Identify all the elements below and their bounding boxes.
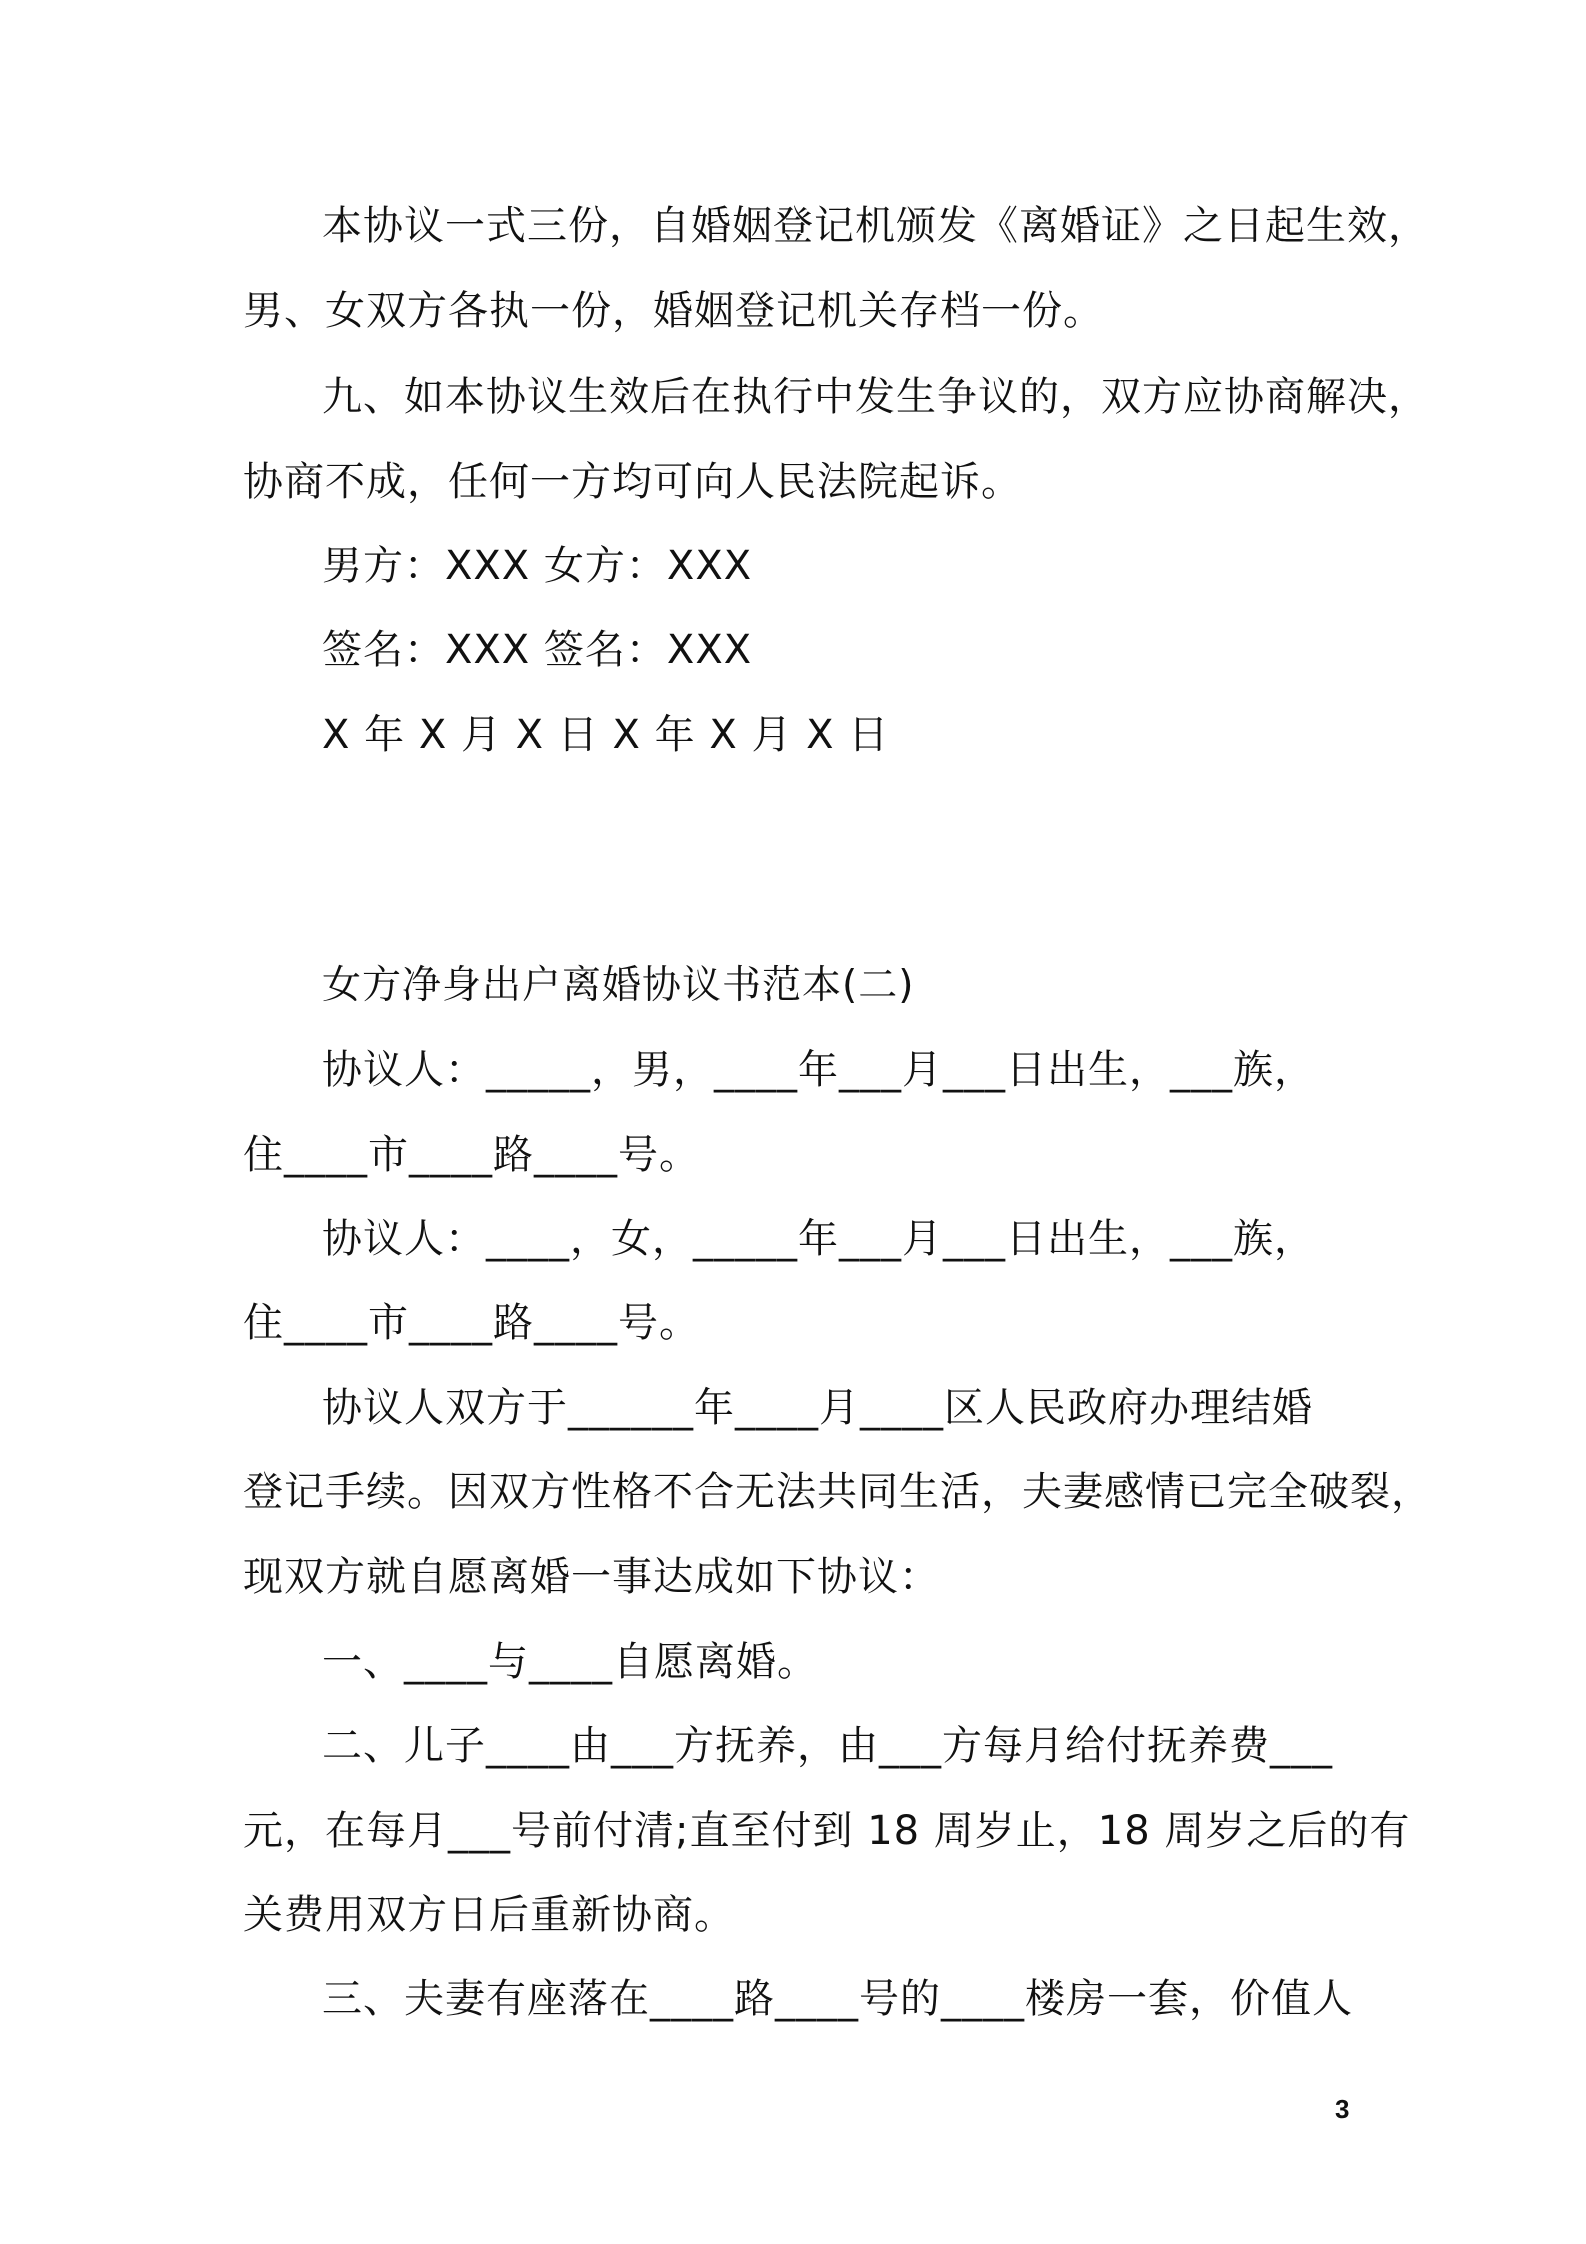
- clause-2-line-3: 关费用双方日后重新协商。: [243, 1892, 735, 1938]
- page-number: 3: [1335, 2094, 1350, 2124]
- male-party-line-1: 协议人：_____，男，____年___月___日出生，___族，: [322, 1047, 1315, 1093]
- paragraph-nine-line-1: 九、如本协议生效后在执行中发生争议的，双方应协商解决，: [322, 374, 1429, 420]
- section-title: 女方净身出户离婚协议书范本(二): [322, 963, 915, 1008]
- marriage-registration-line-2: 登记手续。因双方性格不合无法共同生活，夫妻感情已完全破裂，: [243, 1469, 1432, 1515]
- clause-1: 一、____与____自愿离婚。: [322, 1639, 818, 1685]
- parties-line: 男方：XXX 女方：XXX: [322, 543, 753, 589]
- marriage-registration-line-1: 协议人双方于______年____月____区人民政府办理结婚: [322, 1385, 1313, 1431]
- paragraph-nine-line-2: 协商不成，任何一方均可向人民法院起诉。: [243, 459, 1022, 505]
- clause-2-line-1: 二、儿子____由___方抚养，由___方每月给付抚养费___: [322, 1723, 1333, 1769]
- signatures-line: 签名：XXX 签名：XXX: [322, 627, 753, 673]
- clause-3-line-1: 三、夫妻有座落在____路____号的____楼房一套，价值人: [322, 1976, 1353, 2022]
- male-party-line-2: 住____市____路____号。: [243, 1132, 700, 1178]
- dates-line: X 年 X 月 X 日 X 年 X 月 X 日: [322, 712, 890, 758]
- female-party-line-1: 协议人：____，女，_____年___月___日出生，___族，: [322, 1216, 1315, 1262]
- paragraph-copies-line-2: 男、女双方各执一份，婚姻登记机关存档一份。: [243, 288, 1104, 334]
- marriage-registration-line-3: 现双方就自愿离婚一事达成如下协议：: [243, 1554, 940, 1600]
- paragraph-copies-line-1: 本协议一式三份，自婚姻登记机颁发《离婚证》之日起生效，: [322, 203, 1429, 249]
- clause-2-line-2: 元，在每月___号前付清;直至付到 18 周岁止，18 周岁之后的有: [243, 1808, 1411, 1854]
- female-party-line-2: 住____市____路____号。: [243, 1300, 700, 1346]
